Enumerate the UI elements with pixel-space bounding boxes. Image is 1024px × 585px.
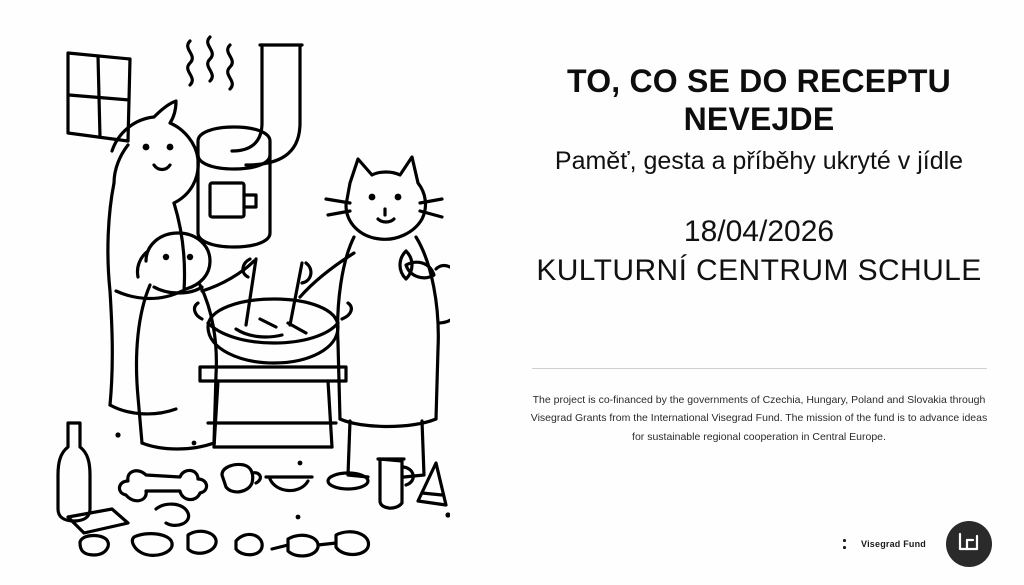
section-divider — [532, 368, 987, 369]
illustration-pane — [0, 0, 500, 585]
title-block — [530, 62, 988, 177]
visegrad-fund-label: Visegrad Fund — [861, 539, 926, 549]
poster-subtitle: Paměť, gesta a příběhy ukryté v jídle — [554, 146, 964, 175]
footer-logos — [843, 521, 992, 567]
visegrad-dots-icon — [843, 537, 855, 551]
funding-note: The project is co-financed by the governments of Czechia, Hungary, Poland and Slovakia through Visegrad Grants from the International Visegrad Fund. The mission of the fund is to advance ideas for sustainable regional cooperation in Central Europe. — [530, 393, 988, 443]
event-block — [530, 213, 988, 290]
event-venue: KULTURNÍ CENTRUM SCHULE — [536, 254, 982, 288]
visegrad-fund-badge-icon — [946, 521, 992, 567]
text-pane — [500, 0, 1024, 585]
visegrad-badge-glyph — [956, 531, 982, 557]
visegrad-fund-wordmark — [843, 537, 926, 551]
event-date: 18/04/2026 — [683, 214, 835, 248]
poster-title: TO, CO SE DO RECEPTU NEVEJDE — [567, 63, 951, 138]
kitchen-animals-cooking-illustration — [50, 23, 450, 563]
